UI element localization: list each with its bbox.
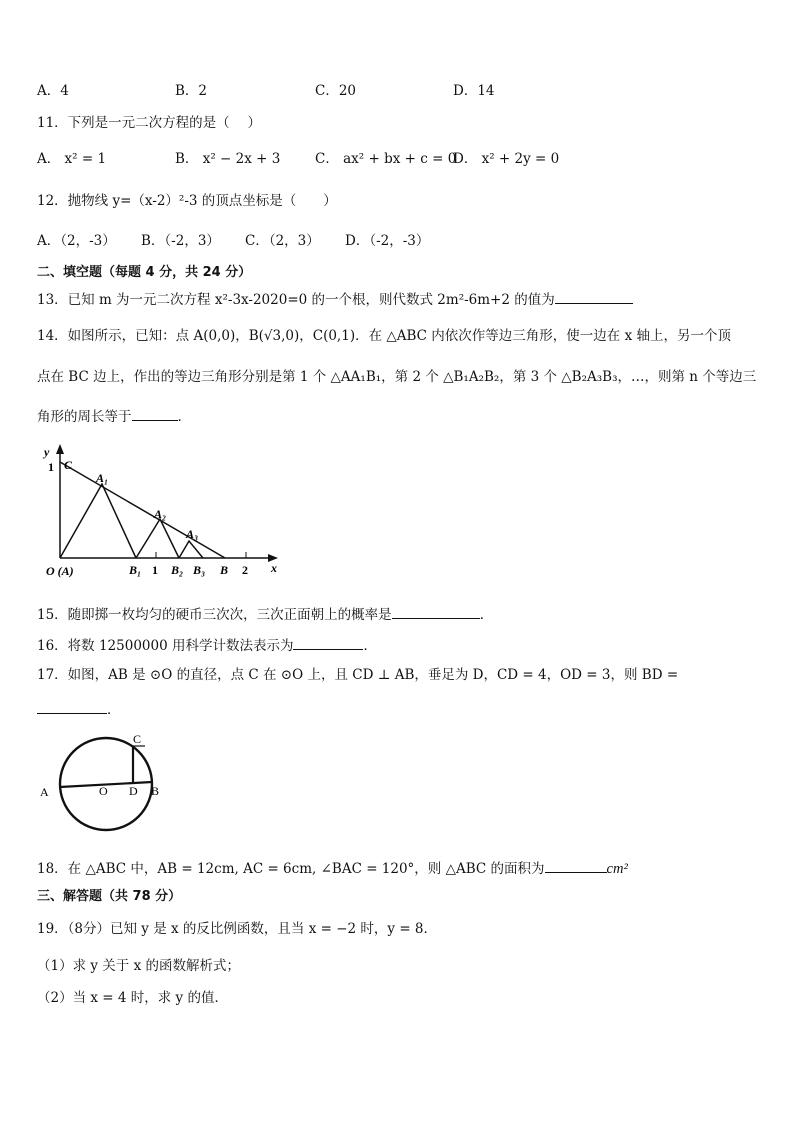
q18-text: 18．在 △ABC 中，AB = 12cm, AC = 6cm, ∠BAC = 120°，则 △ABC 的面积为 [37, 861, 545, 877]
triangle-2 [136, 519, 179, 558]
point-b3-label: B₃ [193, 563, 206, 577]
q14-line-3-end: ． [177, 409, 191, 425]
q14-line-3-text: 角形的周长等于 [37, 409, 132, 425]
circle-label-o: O [99, 784, 108, 798]
q18-answer-blank [545, 858, 607, 873]
q17-line-1: 17．如图，AB 是 ⊙O 的直径，点 C 在 ⊙O 上，且 CD ⊥ AB，垂足为 D，CD = 4，OD = 3，则 BD = [37, 667, 679, 683]
q13-text: 13．已知 m 为一元二次方程 x²-3x-2020=0 的一个根，则代数式 2m²-6m+2 的值为 [37, 292, 555, 308]
q11-option-d: D． x² + 2y = 0 [453, 151, 560, 167]
triangle-1 [60, 484, 136, 558]
q19-stem: 19．（8分）已知 y 是 x 的反比例函数，且当 x = −2 时，y = 8． [37, 921, 438, 937]
section-2-heading: 二、填空题（每题 4 分，共 24 分） [37, 265, 252, 280]
q11-option-a: A． x² = 1 [37, 151, 107, 167]
q16-answer-blank [293, 635, 363, 650]
q15-text: 15．随即掷一枚均匀的硬币三次次，三次正面朝上的概率是 [37, 607, 392, 623]
q13-line [37, 289, 633, 309]
y-tick-label: 1 [48, 460, 54, 474]
q10-option-a: A．4 [37, 83, 69, 99]
q10-option-b: B．2 [175, 83, 208, 99]
q12-option-b: B．（-2，3） [141, 233, 220, 249]
q14-line-2: 点在 BC 边上，作出的等边三角形分别是第 1 个 △AA₁B₁，第 2 个 △B₁A₂B₂，第 3 个 △B₂A₃B₃，…，则第 n 个等边三 [37, 369, 757, 385]
y-axis-label: y [44, 445, 50, 459]
q16-end: ． [363, 638, 377, 654]
q17-answer-blank [37, 699, 107, 714]
q10-option-c: C．20 [315, 83, 357, 99]
q17-line-2 [37, 699, 121, 719]
q18-line [37, 858, 628, 878]
x-tick-1-label: 1 [152, 563, 158, 577]
segment-cb [60, 462, 225, 558]
circle-label-b: B [151, 784, 160, 798]
q11-option-b: B． x² − 2x + 3 [175, 151, 281, 167]
point-c-label: C [64, 458, 73, 472]
q15-line [37, 604, 493, 624]
q11-options [37, 150, 559, 168]
x-tick-2-label: 2 [242, 563, 248, 577]
origin-label: O (A) [46, 564, 74, 578]
q14-answer-blank [132, 406, 178, 421]
q18-unit: cm² [606, 861, 628, 877]
q10-options [37, 82, 495, 100]
q15-end: ． [479, 607, 494, 623]
q14-triangle-figure [30, 442, 290, 582]
q16-line [37, 635, 377, 655]
circle-label-d: D [129, 784, 138, 798]
point-a1-label: A₁ [96, 471, 109, 485]
q12-options [37, 232, 429, 250]
q12-option-d: D．（-2，-3） [345, 233, 430, 249]
point-b1-label: B₁ [129, 563, 142, 577]
section-3-heading: 三、解答题（共 78 分） [37, 889, 182, 904]
q10-option-d: D．14 [453, 83, 495, 99]
q12-option-c: C．（2，3） [245, 233, 320, 249]
circle-label-c: C [133, 732, 142, 746]
x-axis-label: x [271, 561, 277, 575]
point-a3-label: A₃ [186, 527, 199, 541]
q17-circle-figure [32, 728, 172, 838]
circle-label-a: A [40, 785, 49, 799]
q19-part-1: （1）求 y 关于 x 的函数解析式； [37, 958, 240, 974]
point-b2-label: B₂ [171, 563, 184, 577]
q14-line-3 [37, 406, 191, 426]
y-axis-arrow [56, 444, 64, 454]
q14-line-1: 14．如图所示，已知：点 A(0,0)，B(√3,0)，C(0,1)．在 △ABC 内依次作等边三角形，使一边在 x 轴上，另一个顶 [37, 328, 731, 344]
q12-option-a: A．（2，-3） [37, 233, 116, 249]
point-b-label: B [220, 563, 229, 577]
q11-stem: 11．下列是一元二次方程的是（ ） [37, 115, 261, 131]
q19-part-2: （2）当 x = 4 时，求 y 的值． [37, 990, 228, 1006]
point-a2-label: A₂ [154, 507, 167, 521]
q11-option-c: C． ax² + bx + c = 0 [315, 151, 457, 167]
q12-stem: 12．抛物线 y=（x-2）²-3 的顶点坐标是（ ） [37, 193, 337, 209]
q13-answer-blank [555, 289, 633, 304]
q16-text: 16．将数 12500000 用科学计数法表示为 [37, 638, 294, 654]
q15-answer-blank [392, 604, 480, 619]
q17-end: ． [107, 702, 121, 718]
